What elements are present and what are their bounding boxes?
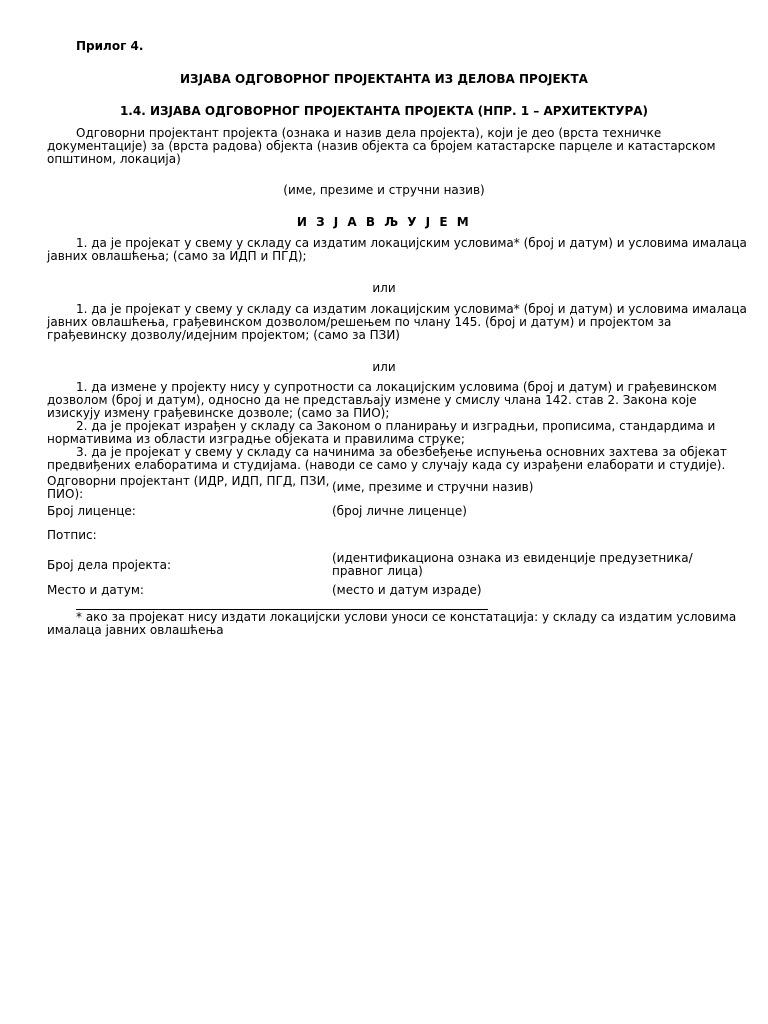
option-a-line: јавних овлашћења; (само за ИДП и ПГД); — [47, 249, 307, 263]
part-number-label: Број дела пројекта: — [47, 558, 172, 572]
footnote-line: * ако за пројекат нису издати локацијски услови уноси се констатација: у складу са издатим условима — [76, 610, 737, 624]
option-c-line: 3. да је пројекат у свему у складу са начинима за обезбеђење испуњења основних захтева за објекат — [76, 445, 727, 459]
option-c-line: 2. да је пројекат израђен у складу са Законом о планирању и изградњи, прописима, стандардима и — [76, 419, 716, 433]
designer-label: ПИО): — [47, 487, 84, 501]
option-c-line: предвиђених елаборатима и студијама. (наводи се само у случају када су израђени елаборати и студије). — [47, 458, 726, 472]
option-c-line: 1. да измене у пројекту нису у супротности са локацијским условима (број и датум) и грађевинском — [76, 380, 717, 394]
part-number-value: правног лица) — [332, 564, 423, 578]
footnote-line: ималаца јавних овлашћења — [47, 623, 224, 637]
option-b-line: 1. да је пројекат у свему у складу са издатим локацијским условима* (број и датум) и условима ималаца — [76, 302, 747, 316]
option-c-line: дозволом (број и датум), односно да не представљају измене у смислу члана 142. став 2. Закона које — [47, 393, 697, 407]
designer-label: Одговорни пројектант (ИДР, ИДП, ПГД, ПЗИ, — [47, 474, 330, 488]
place-date-label: Место и датум: — [47, 583, 144, 597]
section-subheading: 1.4. ИЗЈАВА ОДГОВОРНОГ ПРОЈЕКТАНТА ПРОЈЕКТА (НПР. 1 – АРХИТЕКТУРА) — [119, 104, 649, 118]
intro-line: општином, локација) — [47, 152, 181, 166]
or-separator: или — [372, 281, 396, 295]
document-heading: ИЗЈАВА ОДГОВОРНОГ ПРОЈЕКТАНТА ИЗ ДЕЛОВА ПРОЈЕКТА — [180, 72, 588, 86]
option-b-line: грађевинску дозволу/идејним пројектом; (само за ПЗИ) — [47, 328, 400, 342]
license-label: Број лиценце: — [47, 504, 136, 518]
license-value: (број личне лиценце) — [332, 504, 467, 518]
option-b-line: јавних овлашћења, грађевинском дозволом/решењем по члану 145. (број и датум) и пројектом за — [47, 315, 672, 329]
declaration-heading: И З Ј А В Љ У Ј Е М — [296, 215, 472, 229]
name-placeholder: (име, презиме и стручни назив) — [283, 183, 485, 197]
attachment-label: Прилог 4. — [76, 39, 144, 53]
designer-value: (име, презиме и стручни назив) — [332, 480, 534, 494]
place-date-value: (место и датум израде) — [332, 583, 482, 597]
intro-line: документације) за (врста радова) објекта (назив објекта са бројем катастарске парцеле и катастарском — [47, 139, 716, 153]
signature-label: Потпис: — [47, 528, 97, 542]
option-a-line: 1. да је пројекат у свему у складу са издатим локацијским условима* (број и датум) и условима ималаца — [76, 236, 747, 250]
part-number-value: (идентификациона ознака из евиденције предузетника/ — [332, 551, 693, 565]
option-c-line: нормативима из области изградње објеката и правилима струке; — [47, 432, 465, 446]
option-c-line: изискују измену грађевинске дозволе; (само за ПИО); — [47, 406, 390, 420]
intro-line: Одговорни пројектант пројекта (ознака и назив дела пројекта), који је део (врста техничке — [76, 126, 662, 140]
or-separator: или — [372, 360, 396, 374]
